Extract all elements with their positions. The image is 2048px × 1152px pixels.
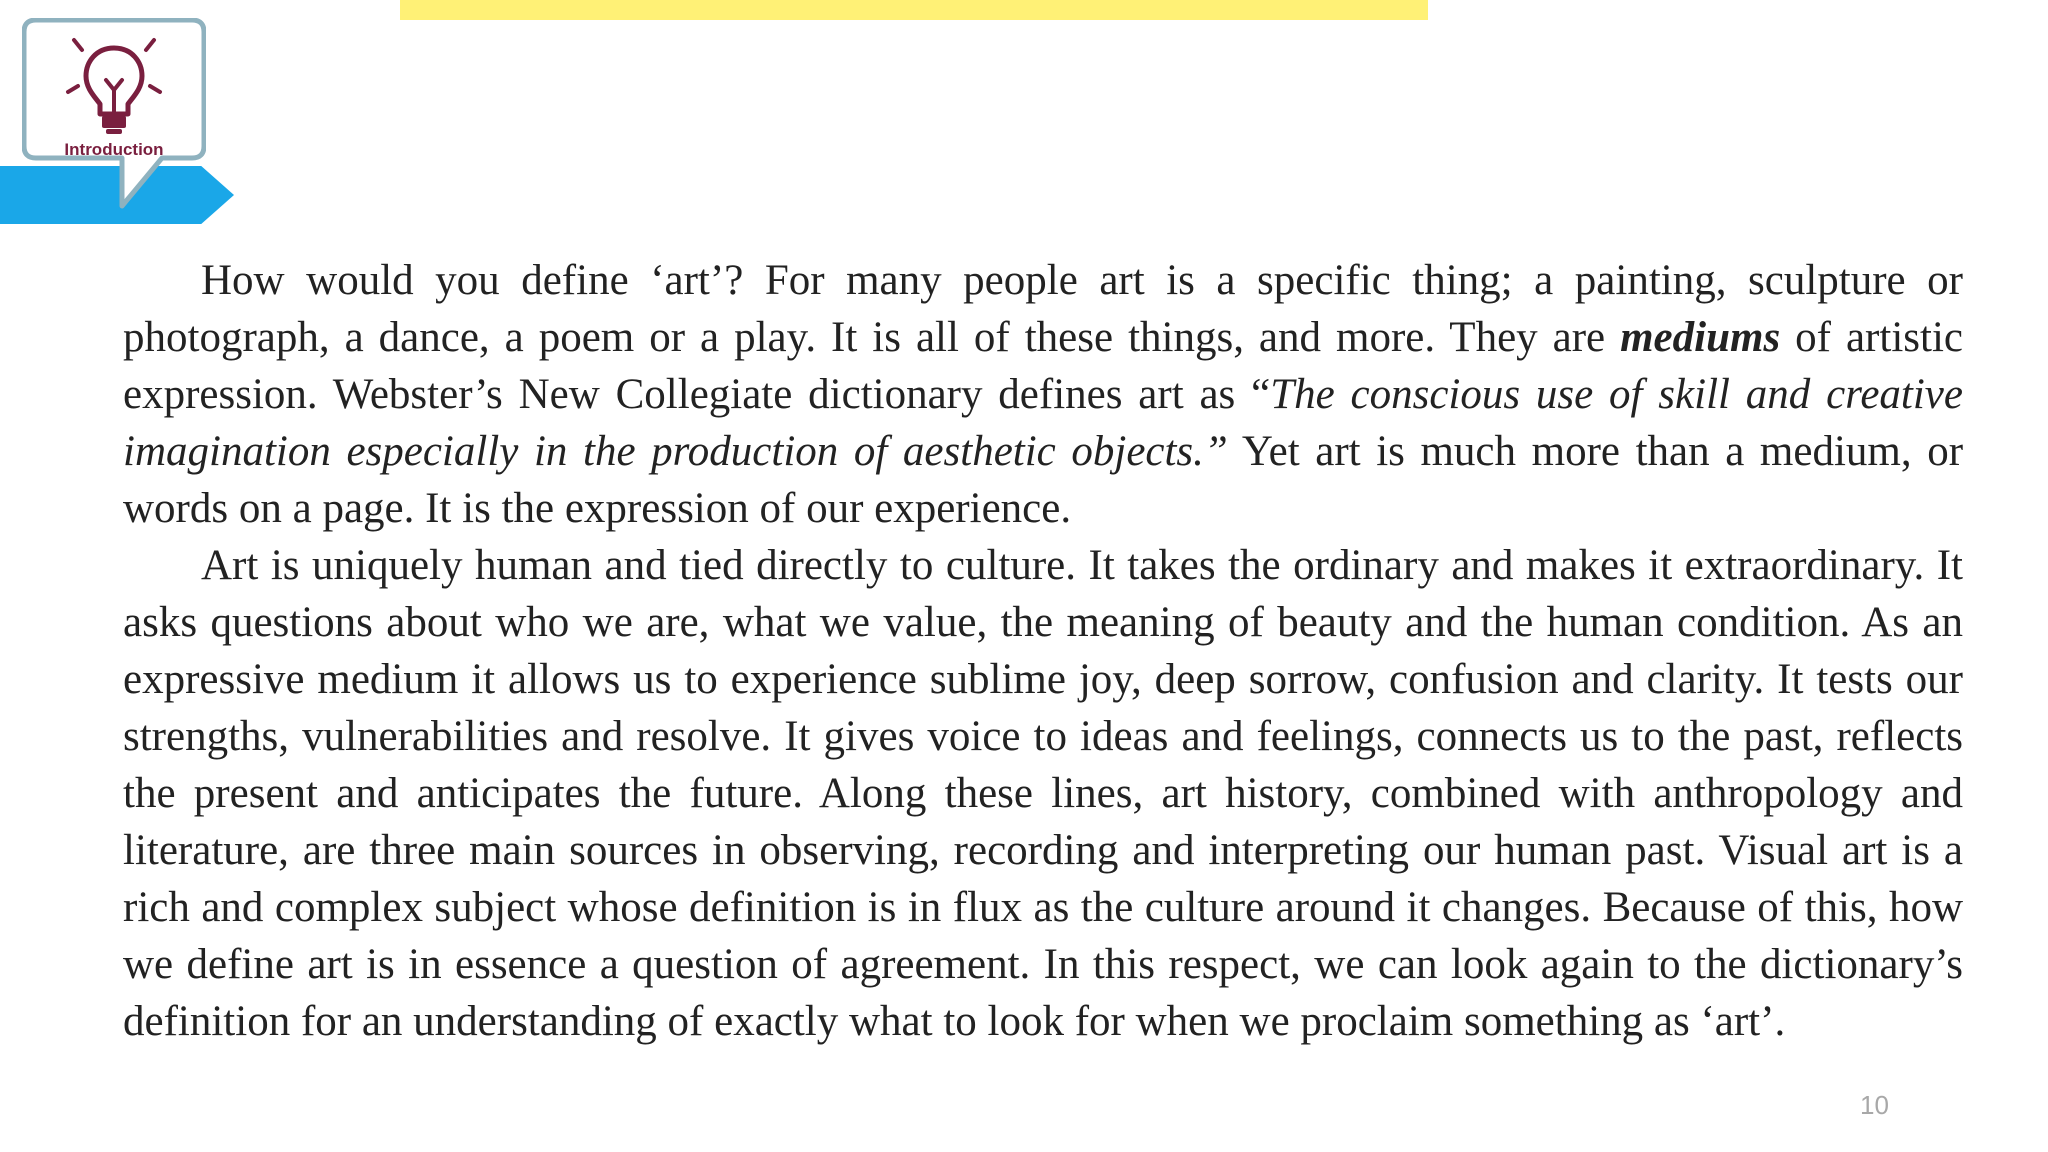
top-accent-bar [400, 0, 1428, 20]
badge-label: Introduction [64, 140, 164, 159]
paragraph-2: Art is uniquely human and tied directly to culture. It takes the ordinary and makes it extraordinary. It asks questions about who we are, what we value, the meaning of beauty and the human condition. As an expressive medium it allows us to experience sublime joy, deep sorrow, confusion and clarity. It tests our strengths, vulnerabilities and resolve. It gives voice to ideas and feelings, connects us to the past, reflects the present and anticipates the future. Along these lines, art history, combined with anthropology and literature, are three main sources in observing, recording and interpreting our human past. Visual art is a rich and complex subject whose definition is in flux as the culture around it changes. Because of this, how we define art is in essence a question of agreement. In this respect, we can look again to the dictionary’s definition for an understanding of exactly what to look for when we proclaim something as ‘art’. [123, 542, 1963, 1045]
mediums-emphasis: mediums [1620, 314, 1781, 361]
introduction-badge [22, 18, 206, 210]
paragraph-1-text-c: Yet art is much more than a medium, or words on a page. It is the expression of our experience. [123, 428, 1964, 532]
page-number: 10 [1860, 1090, 1889, 1120]
dictionary-quote: The conscious use of skill and creative imagination especially in the production of aesthetic objects.” [123, 371, 1963, 475]
body-text [123, 252, 1963, 1050]
paragraph-1-text-a: How would you define ‘art’? For many people art is a specific thing; a painting, sculpture or photograph, a dance, a poem or a play. It is all of these things, and more. They are [123, 257, 1963, 361]
speech-bubble-icon [22, 18, 206, 210]
paragraph-1-text-b: of artistic expression. Webster’s New Collegiate dictionary defines art as “ [123, 314, 1963, 418]
paragraph-1 [123, 252, 1963, 537]
